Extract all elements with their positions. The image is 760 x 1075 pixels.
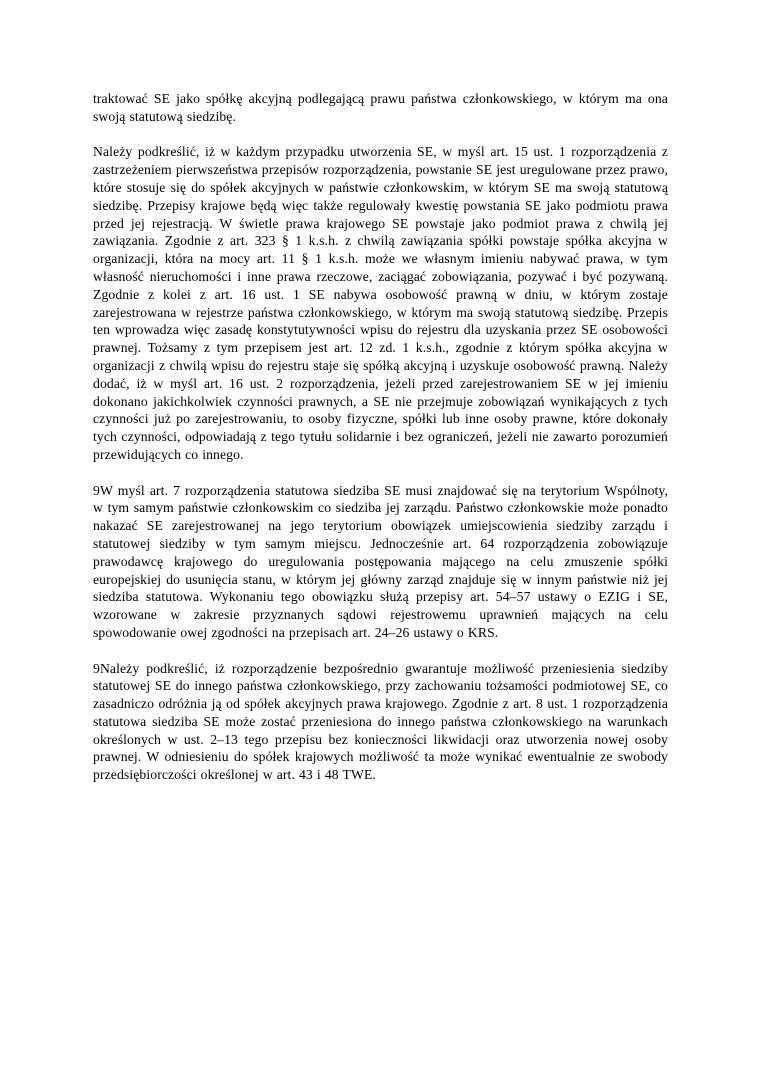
paragraph: traktować SE jako spółkę akcyjną podlegającą prawu państwa członkowskiego, w którym ma ona swoją statutową siedzibę. <box>93 91 668 124</box>
paragraph: 9Należy podkreślić, iż rozporządzenie bezpośrednio gwarantuje możliwość przeniesienia siedziby statutowej SE do innego państwa członkowskiego, przy zachowaniu tożsamości podmiotowej SE, co zasadniczo odróżnia ją od spółek akcyjnych prawa krajowego. Zgodnie z art. 8 ust. 1 rozporządzenia statutowa siedziba SE może zostać przeniesiona do innego państwa członkowskiego na warunkach określonych w ust. 2–13 tego przepisu bez konieczności likwidacji oraz utworzenia nowej osoby prawnej. W odniesieniu do spółek krajowych możliwość ta może wynikać ewentualnie ze swobody przedsiębiorczości określonej w art. 43 i 48 TWE. <box>93 660 668 783</box>
paragraph: 9W myśl art. 7 rozporządzenia statutowa siedziba SE musi znajdować się na terytorium Wspólnoty, w tym samym państwie członkowskim co siedziba jej zarządu. Państwo członkowskie może ponadto nakazać SE zarejestrowanej na jego terytorium obowiązek umiejscowienia siedziby zarządu i statutowej siedziby w tym samym miejscu. Jednocześnie art. 64 rozporządzenia zobowiązuje prawodawcę krajowego do uregulowania postępowania mającego na celu zmuszenie spółki europejskiej do usunięcia stanu, w którym jej główny zarząd znajduje się w innym państwie niż jej siedziba statutowa. Wykonaniu tego obowiązku służą przepisy art. 54–57 ustawy o EZIG i SE, wzorowane w zakresie przyznanych sądowi rejestrowemu uprawnień mających na celu spowodowanie owej zgodności na przepisach art. 24–26 ustawy o KRS. <box>93 482 668 640</box>
document-body <box>93 90 668 784</box>
paragraph: Należy podkreślić, iż w każdym przypadku utworzenia SE, w myśl art. 15 ust. 1 rozporządzenia z zastrzeżeniem pierwszeństwa przepisów rozporządzenia, powstanie SE jest uregulowane przez prawo, które stosuje się do spółek akcyjnych w państwie członkowskim, w którym SE ma swoją statutową siedzibę. Przepisy krajowe będą więc także regulowały kwestię powstania SE jako podmiotu prawa przed jej rejestracją. W świetle prawa krajowego SE powstaje jako podmiot prawa z chwilą jej zawiązania. Zgodnie z art. 323 § 1 k.s.h. z chwilą zawiązania spółki powstaje spółka akcyjna w organizacji, która na mocy art. 11 § 1 k.s.h. może we własnym imieniu nabywać prawa, w tym własność nieruchomości i inne prawa rzeczowe, zaciągać zobowiązania, pozywać i być pozywaną. Zgodnie z kolei z art. 16 ust. 1 SE nabywa osobowość prawną w dniu, w którym zostaje zarejestrowana w rejestrze państwa członkowskiego, w którym ma swoją statutową siedzibę. Przepis ten wprowadza więc zasadę konstytutywności wpisu do rejestru dla uzyskania przez SE osobowości prawnej. Tożsamy z tym przepisem jest art. 12 zd. 1 k.s.h., zgodnie z którym spółka akcyjna w organizacji z chwilą wpisu do rejestru staje się spółką akcyjną i uzyskuje osobowość prawną. Należy dodać, iż w myśl art. 16 ust. 2 rozporządzenia, jeżeli przed zarejestrowaniem SE w jej imieniu dokonano jakichkolwiek czynności prawnych, a SE nie przejmuje zobowiązań wynikających z tych czynności już po zarejestrowaniu, to osoby fizyczne, spółki lub inne osoby prawne, które dokonały tych czynności, odpowiadają z tego tytułu solidarnie i bez ograniczeń, jeżeli nie zawarto porozumień przewidujących co innego. <box>93 144 668 462</box>
